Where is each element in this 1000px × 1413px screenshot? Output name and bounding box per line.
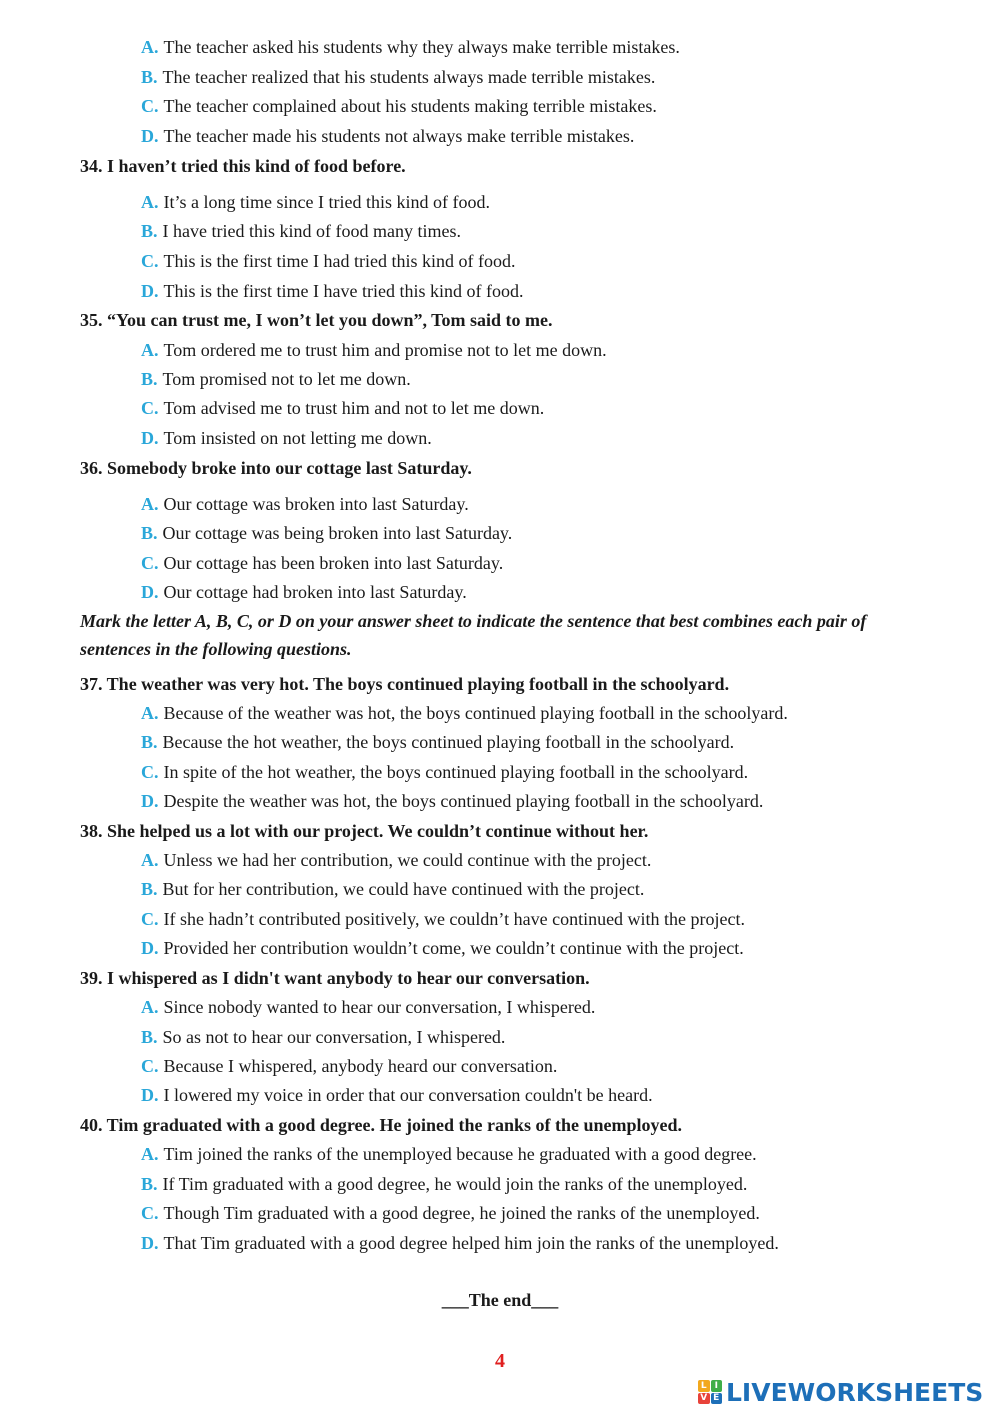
q34-option-d[interactable] [141,280,523,302]
option-text: If she hadn’t contributed positively, we couldn’t have continued with the project. [163,909,746,929]
option-letter: B. [141,67,158,87]
option-text: Tom advised me to trust him and not to let me down. [163,398,545,418]
q40-option-b[interactable] [141,1173,747,1195]
q33-option-a[interactable] [141,36,680,58]
option-text: Because of the weather was hot, the boys continued playing football in the schoolyard. [163,703,788,723]
option-text: The teacher made his students not always make terrible mistakes. [163,126,635,146]
logo-tile-v: V [698,1393,710,1405]
option-text: If Tim graduated with a good degree, he would join the ranks of the unemployed. [162,1174,748,1194]
option-text: Our cottage has been broken into last Saturday. [163,553,504,573]
option-letter: C. [141,553,159,573]
option-text: Because the hot weather, the boys continued playing football in the schoolyard. [162,732,735,752]
q40-option-c[interactable] [141,1202,760,1224]
option-letter: D. [141,1233,159,1253]
option-letter: A. [141,37,159,57]
option-letter: B. [141,1027,158,1047]
option-letter: A. [141,494,159,514]
q36-option-a[interactable] [141,493,469,515]
q39-option-a[interactable] [141,996,595,1018]
q37-option-d[interactable] [141,790,763,812]
q35-option-b[interactable] [141,368,411,390]
option-text: Unless we had her contribution, we could continue with the project. [163,850,652,870]
option-text: Tom insisted on not letting me down. [163,428,432,448]
q38-option-d[interactable] [141,937,744,959]
option-letter: A. [141,850,159,870]
option-letter: B. [141,879,158,899]
option-letter: D. [141,126,159,146]
option-text: Our cottage was broken into last Saturday. [163,494,469,514]
option-letter: C. [141,762,159,782]
option-letter: D. [141,428,159,448]
option-letter: C. [141,1203,159,1223]
option-text: In spite of the hot weather, the boys continued playing football in the schoolyard. [163,762,749,782]
option-letter: C. [141,251,159,271]
option-letter: C. [141,909,159,929]
question-35-prompt: 35. “You can trust me, I won’t let you down”, Tom said to me. [80,310,553,330]
q39-option-c[interactable] [141,1055,557,1077]
option-letter: A. [141,703,159,723]
q39-option-b[interactable] [141,1026,505,1048]
liveworksheets-logo[interactable] [698,1377,983,1407]
question-37-prompt: 37. The weather was very hot. The boys continued playing football in the schoolyard. [80,674,730,694]
option-letter: B. [141,221,158,241]
option-text: The teacher realized that his students always made terrible mistakes. [162,67,656,87]
option-letter: C. [141,398,159,418]
q34-option-a[interactable] [141,191,490,213]
option-text: Because I whispered, anybody heard our conversation. [163,1056,558,1076]
option-letter: B. [141,1174,158,1194]
option-text: Tom ordered me to trust him and promise not to let me down. [163,340,607,360]
option-text: The teacher asked his students why they always make terrible mistakes. [163,37,680,57]
question-36-prompt: 36. Somebody broke into our cottage last Saturday. [80,458,472,478]
option-letter: D. [141,281,159,301]
option-text: Since nobody wanted to hear our conversation, I whispered. [163,997,596,1017]
option-text: Our cottage was being broken into last Saturday. [162,523,513,543]
option-text: Provided her contribution wouldn’t come, we couldn’t continue with the project. [163,938,744,958]
liveworksheets-icon [698,1380,722,1404]
end-marker: ___The end___ [441,1290,559,1310]
option-text: This is the first time I have tried this kind of food. [163,281,524,301]
question-34-prompt: 34. I haven’t tried this kind of food before. [80,156,406,176]
option-letter: C. [141,1056,159,1076]
option-text: Tom promised not to let me down. [162,369,411,389]
q34-option-c[interactable] [141,250,515,272]
logo-tile-l: L [698,1380,710,1392]
brand-name: LIVEWORKSHEETS [726,1377,984,1407]
page-number: 4 [495,1350,505,1372]
q38-option-b[interactable] [141,878,644,900]
option-letter: B. [141,523,158,543]
option-letter: A. [141,340,159,360]
q33-option-b[interactable] [141,66,655,88]
q35-option-a[interactable] [141,339,607,361]
option-letter: B. [141,369,158,389]
option-letter: D. [141,1085,159,1105]
q34-option-b[interactable] [141,220,461,242]
option-text: So as not to hear our conversation, I whispered. [162,1027,506,1047]
section-instruction: Mark the letter A, B, C, or D on your answer sheet to indicate the sentence that best combines each pair of sentences in the following questions. [80,611,867,659]
q40-option-d[interactable] [141,1232,779,1254]
q36-option-d[interactable] [141,581,467,603]
q33-option-d[interactable] [141,125,634,147]
option-text: This is the first time I had tried this kind of food. [163,251,516,271]
q36-option-c[interactable] [141,552,503,574]
option-text: But for her contribution, we could have continued with the project. [162,879,645,899]
option-text: The teacher complained about his students making terrible mistakes. [163,96,657,116]
option-text: Tim joined the ranks of the unemployed because he graduated with a good degree. [163,1144,757,1164]
option-text: I lowered my voice in order that our conversation couldn't be heard. [163,1085,653,1105]
option-letter: D. [141,582,159,602]
option-letter: A. [141,192,159,212]
q36-option-b[interactable] [141,522,512,544]
option-text: That Tim graduated with a good degree helped him join the ranks of the unemployed. [163,1233,779,1253]
q35-option-d[interactable] [141,427,432,449]
q35-option-c[interactable] [141,397,544,419]
option-letter: C. [141,96,159,116]
q37-option-c[interactable] [141,761,748,783]
logo-tile-i: I [711,1380,723,1392]
option-text: It’s a long time since I tried this kind of food. [163,192,490,212]
option-text: Though Tim graduated with a good degree, he joined the ranks of the unemployed. [163,1203,760,1223]
q37-option-a[interactable] [141,702,788,724]
option-letter: B. [141,732,158,752]
logo-tile-e: E [711,1393,723,1405]
option-text: Despite the weather was hot, the boys continued playing football in the schoolyard. [163,791,764,811]
question-38-prompt: 38. She helped us a lot with our project. We couldn’t continue without her. [80,821,649,841]
question-40-prompt: 40. Tim graduated with a good degree. He joined the ranks of the unemployed. [80,1115,683,1135]
option-letter: D. [141,938,159,958]
q39-option-d[interactable] [141,1084,653,1106]
q40-option-a[interactable] [141,1143,757,1165]
option-text: Our cottage had broken into last Saturday. [163,582,467,602]
option-letter: D. [141,791,159,811]
option-text: I have tried this kind of food many times. [162,221,461,241]
option-letter: A. [141,1144,159,1164]
q37-option-b[interactable] [141,731,734,753]
option-letter: A. [141,997,159,1017]
q38-option-c[interactable] [141,908,745,930]
question-39-prompt: 39. I whispered as I didn't want anybody to hear our conversation. [80,968,590,988]
q38-option-a[interactable] [141,849,651,871]
q33-option-c[interactable] [141,95,657,117]
